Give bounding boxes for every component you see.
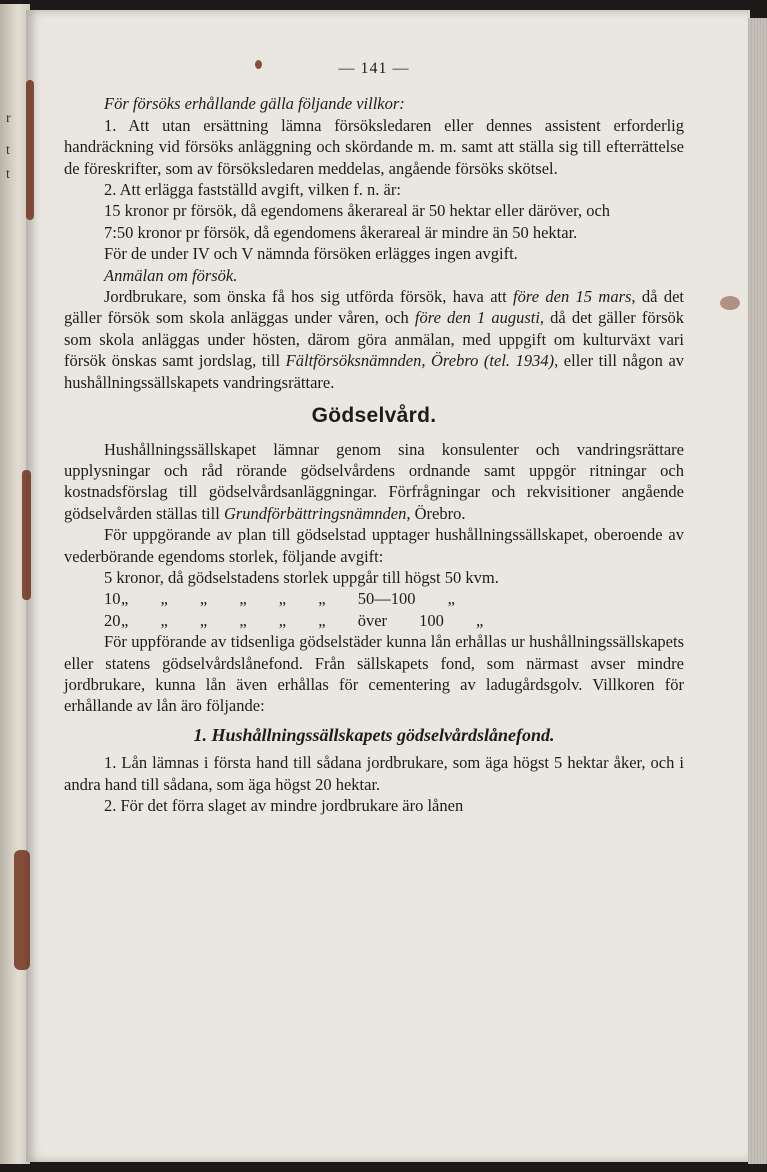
section-heading-godselvard: Gödselvård. — [311, 404, 437, 428]
page-stack-edge — [748, 18, 767, 1164]
anmalan-text-2: , då det gäller försök som skola anläggas under våren, och — [64, 287, 684, 328]
paragraph-condition-1: 1. Att utan ersättning lämna försöksledaren eller dennes assistent erforderlig handräckning vid försöks anläggning och skördande m. m. samt att ställa sig till efterrättelse de föreskrifter, som av försöksledaren meddelas, angående försöks skötsel. — [64, 115, 684, 178]
godselvard-text-1: Hushållningssällskapet lämnar genom sina konsulenter och vandringsrättare upplysningar och råd rörande gödselvårdens ordnande samt uppgör ritningar och kostnadsförslag till gödselvårdsanläggningar. Förfrågningar och rekvisitioner angående gödselvården ställas till — [64, 439, 684, 523]
rust-spot — [720, 296, 740, 310]
paragraph-loan-rule-1: 1. Lån lämnas i första hand till sådana jordbrukare, som äga högst 5 hektar åker, och i andra hand till sådana, som äga högst 20 hektar. — [64, 753, 684, 794]
paragraph-no-fee: För de under IV och V nämnda försöken erlägges ingen avgift. — [104, 244, 518, 264]
margin-mark: r — [6, 111, 11, 126]
godselvard-recipient: Grundförbättringsnämnden — [223, 503, 407, 523]
page-number: — 141 — — [338, 60, 410, 77]
paragraph-fee-15: 15 kronor pr försök, då egendomens åkerareal är 50 hektar eller däröver, och — [104, 201, 611, 221]
fee-ditto-row: „ „ „ „ „ „ över 100 „ — [121, 610, 484, 630]
godselvard-text-2: , Örebro. — [406, 503, 466, 523]
anmalan-text-3: , då det gäller försök som skola anläggas under hösten, därom göra anmälan, med uppgift om kulturväxt vari försök önskas samt jordslag, till — [64, 308, 684, 371]
margin-mark: t — [6, 143, 10, 158]
paragraph-plan-fee: För uppgörande av plan till gödselstad upptager hushållningssällskapet, oberoende av vederbörande egendoms storlek, följande avgift: — [64, 525, 684, 566]
binding-stain — [14, 850, 30, 970]
subsection-heading-lanefond: 1. Hushållningssällskapets gödselvårdslånefond. — [193, 724, 555, 745]
fee-ditto-row: „ „ „ „ „ „ 50—100 „ — [121, 589, 455, 609]
fee-row-3 — [64, 610, 684, 631]
anmalan-date-1: före den 15 mars — [513, 287, 632, 307]
fee-amount: 20 — [104, 610, 121, 630]
fee-row-1: 5 kronor, då gödselstadens storlek uppgår till högst 50 kvm. — [104, 567, 499, 587]
left-margin-marks — [6, 100, 16, 186]
margin-mark: t — [6, 167, 10, 182]
section-anmalan-title: Anmälan om försök. — [104, 265, 238, 285]
anmalan-date-2: före den 1 augusti — [414, 308, 540, 328]
anmalan-text-1: Jordbrukare, som önska få hos sig utförda försök, hava att — [104, 287, 514, 307]
anmalan-recipient: Fältförsöksnämnden, Örebro (tel. 1934) — [285, 351, 555, 371]
fee-row-2 — [64, 588, 684, 609]
binding-stain — [26, 80, 34, 220]
paragraph-condition-2: 2. Att erlägga fastställd avgift, vilken f. n. är: — [104, 180, 401, 200]
anmalan-text-4: , eller till någon av hushållningssällskapets vandringsrättare. — [64, 351, 685, 392]
paragraph-godselvard-intro — [64, 439, 684, 525]
paragraph-anmalan — [64, 286, 684, 393]
paragraph-loans: För uppförande av tidsenliga gödselstäder kunna lån erhållas ur hushållningssällskapets eller statens gödselvårdslånefond. Från sällskapets fond, som närmast avser mindre jordbrukare, kunna lån även erhållas för cementering av ladugårdsgolv. Villkoren för erhållande av lån äro följande: — [64, 632, 684, 716]
paragraph-loan-rule-2: 2. För det förra slaget av mindre jordbrukare äro lånen — [104, 796, 464, 815]
paragraph-fee-7-50: 7:50 kronor pr försök, då egendomens åkerareal är mindre än 50 hektar. — [104, 222, 578, 242]
fee-amount: 10 — [104, 589, 121, 609]
binding-stain — [22, 470, 31, 600]
page-text — [64, 58, 684, 816]
paragraph-conditions-intro: För försöks erhållande gälla följande villkor: — [104, 94, 405, 114]
